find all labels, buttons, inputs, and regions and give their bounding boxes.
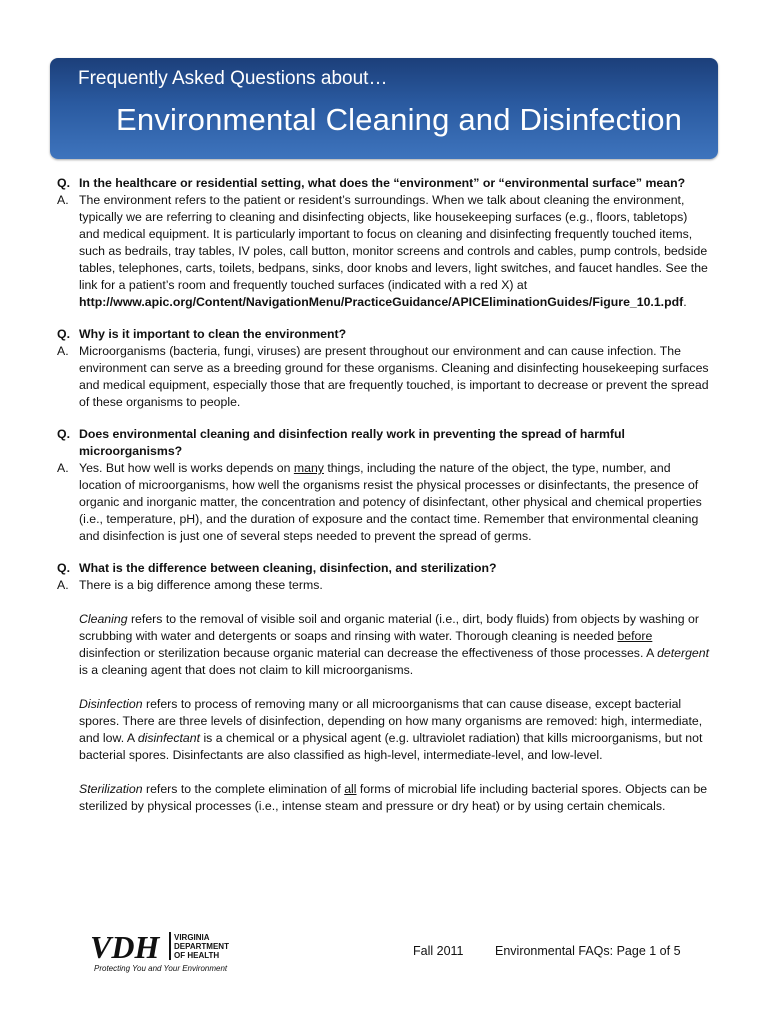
logo-tagline: Protecting You and Your Environment (94, 964, 228, 973)
figure-link[interactable]: http://www.apic.org/Content/NavigationMenu/PracticeGuidance/APICEliminationGuides/Figure_10.1.pdf (79, 295, 684, 309)
answer-text: Microorganisms (bacteria, fungi, viruses) are present throughout our environment and can cause infection. The environment can serve as a breeding ground for these organisms. Cleaning and disinfecting housekeeping surfaces and medical equipment, especially those that are frequently touched, is important to decrease or prevent the spread of these organisms to people. (79, 344, 709, 409)
vdh-logo-graphic (90, 928, 240, 978)
disinfection-definition (79, 696, 711, 764)
term-cleaning: Cleaning (79, 612, 128, 626)
a-label: A. (57, 461, 69, 475)
definition-part: is a chemical or a physical agent (e.g. ultraviolet radiation) that kills microorganisms, but not bacterial spores. Disinfectants are also classified as high-level, intermediate-level, and low-level. (79, 731, 703, 762)
logo-line-1: VIRGINIA (174, 933, 210, 942)
underlined-word: before (617, 629, 653, 643)
definition-part: refers to the complete elimination of (142, 782, 345, 796)
question-text: Does environmental cleaning and disinfection really work in preventing the spread of harmful microorganisms? (79, 427, 625, 458)
underlined-word: all (344, 782, 357, 796)
definition-part: refers to the removal of visible soil and organic material (i.e., dirt, body fluids) from objects by washing or scrubbing with water and detergents or soaps and rinsing with water. Thorough cleaning is needed (79, 612, 699, 643)
answer-body: The environment refers to the patient or resident’s surroundings. When we talk about cleaning the environment, typically we are referring to cleaning and disinfecting objects, like housekeeping surfaces (e.g., floors, tabletops) and medical equipment. It is particularly important to focus on cleaning and disinfecting frequently touched items, such as bedrails, tray tables, IV poles, call button, monitor screens and controls and cables, pump controls, bedside tables, telephones, carts, toilets, bedpans, sinks, door knobs and levers, light switches, and faucet handles. See the link for a patient’s room and frequently touched surfaces (indicated with a red X) at (79, 193, 708, 292)
underlined-word: many (293, 461, 324, 475)
answer-text: There is a big difference among these terms. (79, 578, 323, 592)
term-disinfection: Disinfection (79, 697, 143, 711)
footer-date: Fall 2011 (413, 944, 464, 958)
logo-line-3: OF HEALTH (174, 951, 220, 960)
answer-part: things, including the nature of the object, the type, number, and location of microorganisms, how well the organisms resist the physical processes or disinfectants, the presence of organic and inorganic matter, the concentration and potency of disinfectant, other physical and chemical properties (i.e., temperature, pH), and the duration of exposure and the contact time. Remember that environmental cleaning and disinfection is just one of several steps needed to prevent the spread of germs. (79, 461, 702, 543)
question-4 (57, 560, 711, 577)
footer-page-number: Environmental FAQs: Page 1 of 5 (495, 944, 681, 958)
a-label: A. (57, 193, 69, 207)
q-label: Q. (57, 327, 70, 341)
term-disinfectant: disinfectant (137, 731, 201, 745)
banner-subtitle: Frequently Asked Questions about… (78, 68, 388, 89)
definition-part: refers to process of removing many or all microorganisms that can cause disease, except bacterial spores. There are three levels of disinfection, depending on how many organisms are removed: high, intermediate, and low. A (79, 697, 703, 745)
header-banner (50, 58, 718, 159)
answer-1 (57, 192, 711, 311)
q-label: Q. (57, 561, 70, 575)
term-sterilization: Sterilization (79, 782, 143, 796)
a-label: A. (57, 578, 69, 592)
q-label: Q. (57, 176, 70, 190)
logo-line-2: DEPARTMENT (174, 942, 229, 951)
answer-text (79, 460, 711, 545)
banner-title: Environmental Cleaning and Disinfection (116, 102, 683, 137)
q-label: Q. (57, 427, 70, 441)
logo-divider (169, 932, 171, 960)
definition-part: disinfection or sterilization because organic material can decrease the effectiveness of those processes. A (79, 646, 658, 660)
link-period: . (683, 295, 687, 309)
question-2 (57, 326, 711, 343)
question-text: In the healthcare or residential setting, what does the “environment” or “environmental surface” mean? (79, 176, 686, 190)
answer-text (79, 192, 711, 311)
faq-content (57, 175, 711, 815)
vdh-logo (90, 928, 240, 978)
answer-part: Yes. But how well is works depends on (79, 461, 294, 475)
answer-3 (57, 460, 711, 545)
definition-part: forms of microbial life including bacterial spores. Objects can be sterilized by physical processes (i.e., intense steam and pressure or dry heat) or by using certain chemicals. (79, 782, 708, 813)
sterilization-definition (79, 781, 711, 815)
question-text: What is the difference between cleaning, disinfection, and sterilization? (79, 561, 497, 575)
answer-4 (57, 577, 711, 594)
a-label: A. (57, 344, 69, 358)
question-3 (57, 426, 711, 460)
logo-letters: VDH (90, 929, 160, 965)
question-1 (57, 175, 711, 192)
question-text: Why is it important to clean the environment? (79, 327, 347, 341)
definition-part: is a cleaning agent that does not claim to kill microorganisms. (79, 663, 414, 677)
cleaning-definition (79, 611, 711, 679)
term-detergent: detergent (657, 646, 710, 660)
answer-2 (57, 343, 711, 411)
